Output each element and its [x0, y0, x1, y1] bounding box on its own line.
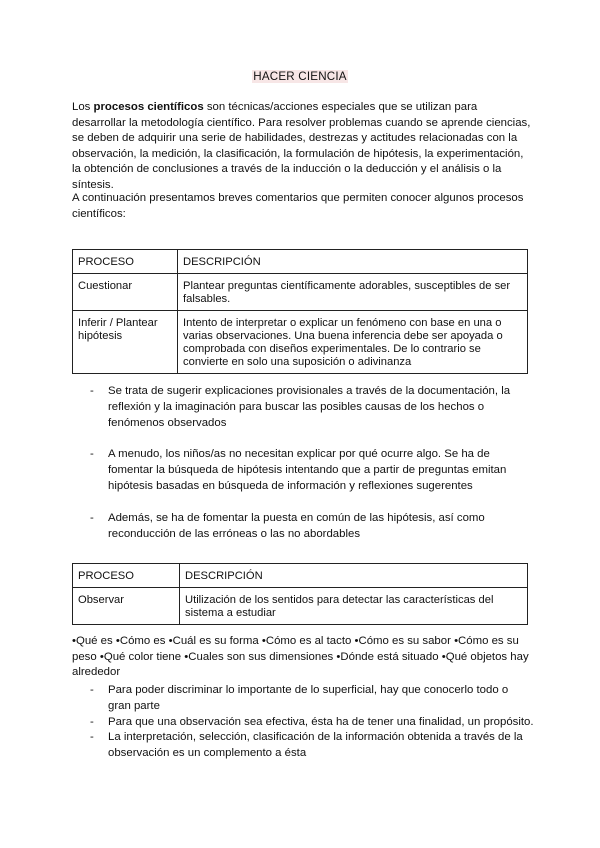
table-header-row: [73, 250, 528, 274]
intro-prefix: Los: [72, 101, 94, 113]
list-item: - La interpretación, selección, clasificación de la información obtenida a través de la observación es un complemento a ésta: [90, 730, 534, 762]
process-table-1: [72, 249, 528, 374]
header-proceso: PROCESO: [73, 564, 180, 588]
cell-descripcion: Plantear preguntas científicamente adorables, susceptibles de ser falsables.: [178, 274, 528, 311]
intro-paragraph: [72, 100, 534, 193]
header-proceso: PROCESO: [73, 250, 178, 274]
lead-paragraph: A continuación presentamos breves comentarios que permiten conocer algunos procesos científicos:: [72, 192, 524, 220]
list-item: - A menudo, los niños/as no necesitan explicar por qué ocurre algo. Se ha de fomentar la búsqueda de hipótesis intentando que a partir de preguntas emitan hipótesis basadas en búsqueda de información y reflexiones sugerentes: [90, 447, 534, 494]
list-item: - Para que una observación sea efectiva, ésta ha de tener una finalidad, un propósito.: [90, 715, 534, 731]
intro-rest: son técnicas/acciones especiales que se utilizan para desarrollar la metodología científico. Para resolver problemas cuando se aprende ciencias, se deben de adquirir una serie de habilidades, destrezas y actitudes relacionadas con la observación, la medición, la clasificación, la formulación de hipótesis, la experimentación, la obtención de conclusiones a través de la inducción o la deducción y el análisis o la síntesis.: [72, 101, 531, 191]
table-row: [73, 588, 528, 625]
list-item: - Se trata de sugerir explicaciones provisionales a través de la documentación, la reflexión y la imaginación para buscar las posibles causas de los hechos o fenómenos observados: [90, 384, 534, 431]
cell-proceso: Inferir / Plantear hipótesis: [73, 311, 178, 374]
cell-descripcion: Intento de interpretar o explicar un fenómeno con base en una o varias observaciones. Una buena inferencia debe ser apoyada o comprobada con diseños experimentales. De lo contrario se convierte en solo una suposición o adivinanza: [178, 311, 528, 374]
page-title: [0, 70, 600, 83]
observation-bullet-list: [90, 683, 534, 762]
list-item: - Además, se ha de fomentar la puesta en común de las hipótesis, así como reconducción de las erróneas o las no abordables: [90, 511, 534, 543]
intro-bold-term: procesos científicos: [93, 101, 204, 113]
table-row: [73, 311, 528, 374]
header-descripcion: DESCRIPCIÓN: [178, 250, 528, 274]
observation-questions: •Qué es •Cómo es •Cuál es su forma •Cómo es al tacto •Cómo es su sabor •Cómo es su peso •Qué color tiene •Cuales son sus dimensiones •Dónde está situado •Qué objetos hay alrededor: [72, 635, 529, 678]
cell-proceso: Cuestionar: [73, 274, 178, 311]
hypothesis-bullet-list: [90, 384, 534, 558]
process-table-2: [72, 563, 528, 625]
title-text: HACER CIENCIA: [253, 70, 347, 83]
list-item: - Para poder discriminar lo importante de lo superficial, hay que conocerlo todo o gran parte: [90, 683, 534, 715]
cell-descripcion: Utilización de los sentidos para detectar las características del sistema a estudiar: [180, 588, 528, 625]
table-header-row: [73, 564, 528, 588]
table-row: [73, 274, 528, 311]
cell-proceso: Observar: [73, 588, 180, 625]
header-descripcion: DESCRIPCIÓN: [180, 564, 528, 588]
